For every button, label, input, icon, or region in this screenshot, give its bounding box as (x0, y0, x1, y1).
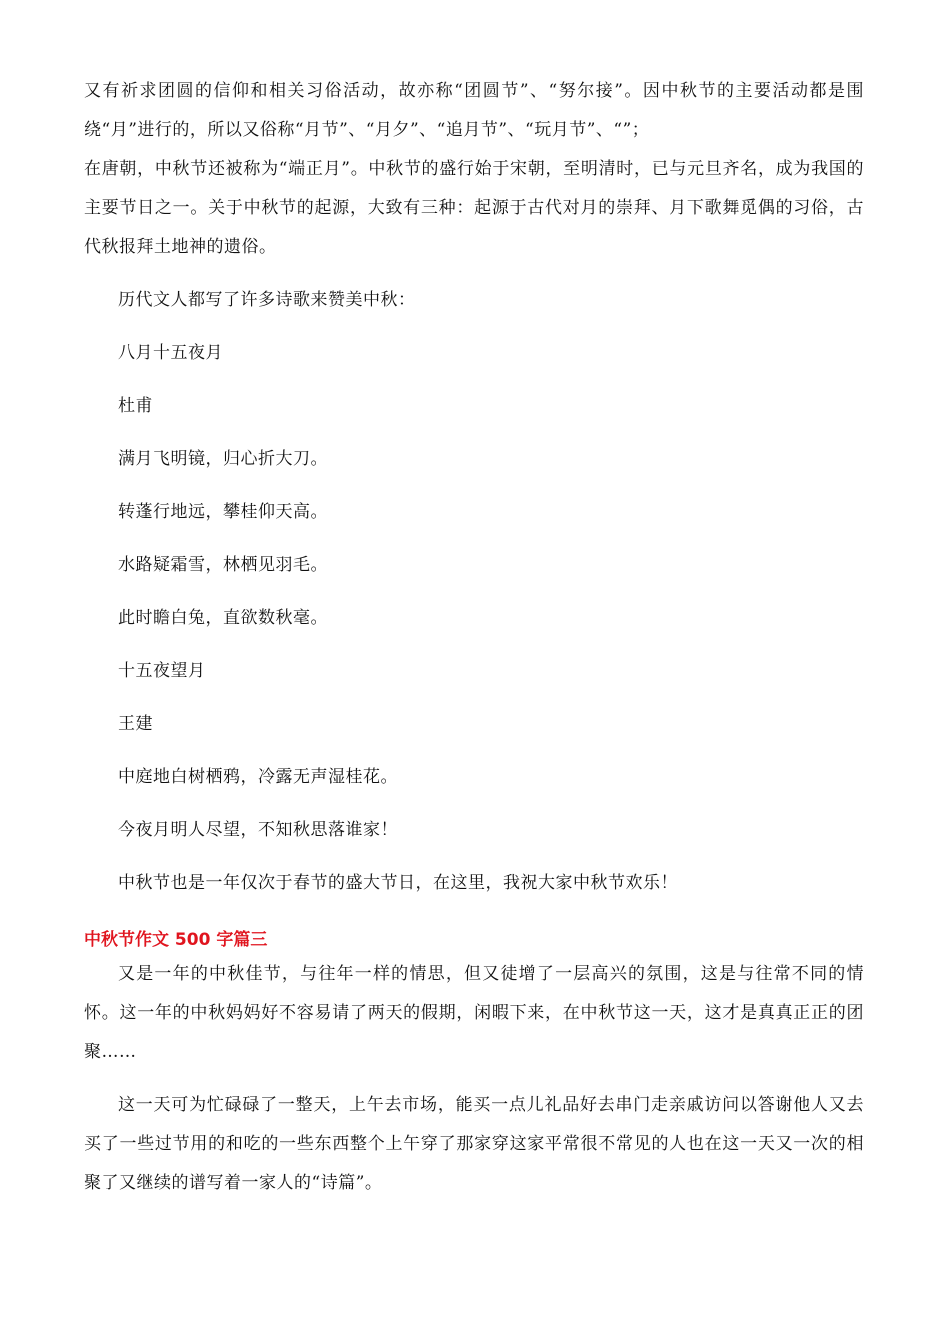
poem1-title: 八月十五夜月 (118, 343, 223, 363)
poem2-title: 十五夜望月 (118, 661, 206, 681)
document-page (84, 72, 864, 1203)
closing-paragraph: 中秋节也是一年仅次于春节的盛大节日，在这里，我祝大家中秋节欢乐！ (118, 873, 678, 893)
section-paragraph-1: 又是一年的中秋佳节，与往年一样的情思，但又徒增了一层高兴的氛围，这是与往常不同的情怀。这一年的中秋妈妈好不容易请了两天的假期，闲暇下来，在中秋节这一天，这才是真真正正的团聚…… (84, 964, 864, 1062)
section-heading: 中秋节作文 500 字篇三 (84, 930, 268, 950)
poem2-line: 今夜月明人尽望，不知秋思落谁家！ (118, 820, 398, 840)
poem2-line: 中庭地白树栖鸦，冷露无声湿桂花。 (118, 767, 398, 787)
intro-paragraph-1: 又有祈求团圆的信仰和相关习俗活动，故亦称“团圆节”、“努尔接”。因中秋节的主要活动都是围绕“月”进行的，所以又俗称“月节”、“月夕”、“追月节”、“玩月节”、“”； (84, 81, 864, 140)
intro-paragraph-2: 在唐朝，中秋节还被称为“端正月”。中秋节的盛行始于宋朝，至明清时，已与元旦齐名，成为我国的主要节日之一。关于中秋节的起源，大致有三种：起源于古代对月的崇拜、月下歌舞觅偶的习俗，古代秋报拜土地神的遗俗。 (84, 159, 864, 257)
intro-paragraph-3: 历代文人都写了许多诗歌来赞美中秋： (118, 290, 416, 310)
poem1-line: 此时瞻白兔，直欲数秋毫。 (118, 608, 328, 628)
poem1-author: 杜甫 (118, 396, 153, 416)
section-paragraph-2: 这一天可为忙碌碌了一整天，上午去市场，能买一点儿礼品好去串门走亲戚访问以答谢他人又去买了一些过节用的和吃的一些东西整个上午穿了那家穿这家平常很不常见的人也在这一天又一次的相聚了又继续的谱写着一家人的“诗篇”。 (84, 1095, 864, 1193)
poem1-line: 水路疑霜雪，林栖见羽毛。 (118, 555, 328, 575)
poem1-line: 转蓬行地远，攀桂仰天高。 (118, 502, 328, 522)
poem1-line: 满月飞明镜，归心折大刀。 (118, 449, 328, 469)
poem2-author: 王建 (118, 714, 153, 734)
